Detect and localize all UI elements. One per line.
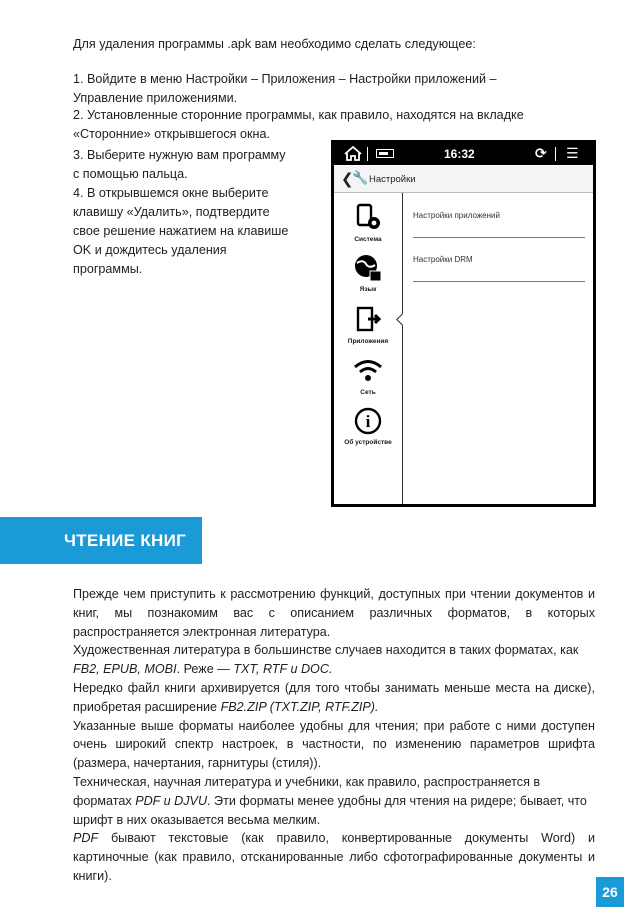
step-1-line-2: Управление приложениями. [73,91,238,105]
paragraph: Техническая, научная литература и учебники, как правило, распространяется в форматах PDF и DJVU. Эти форматы менее удобны для чтения на ридере; бывает, что шрифт в них оказывается весьма мелким. [73,774,587,827]
intro-text: Для удаления программы .apk вам необходимо сделать следующее: [73,37,476,51]
paragraph: Указанные выше форматы наиболее удобны для чтения; при работе с ними доступен очень широкий спектр настроек, в частности, по изменению параметров шрифта (размера, начертания, гарнитуры (стиля)). [73,718,595,771]
sidebar-item-about[interactable] [334,406,402,446]
paragraph: Нередко файл книги архивируется (для того чтобы занимать меньше места на диске), приобретая расширение FB2.ZIP (TXT.ZIP, RTF.ZIP). [73,680,595,714]
step-3-line-2: с помощью пальца. [73,167,188,181]
clock: 16:32 [444,147,475,161]
sidebar-label: Об устройстве [344,439,392,446]
sidebar-label: Приложения [347,338,389,345]
step-3-line-1: 3. Выберите нужную вам программу [73,148,286,162]
device-screenshot [331,140,596,507]
sidebar-label: Язык [359,286,377,293]
step-4-line-3: свое решение нажатием на клавише [73,224,289,238]
info-icon [351,406,385,436]
svg-text:i: i [365,412,371,431]
step-4-line-2: клавишу «Удалить», подтвердите [73,205,270,219]
step-2 [73,106,573,144]
step-4-line-4: OK и дождитесь удаления [73,243,227,257]
tools-icon: 🔧 [352,170,369,185]
refresh-icon[interactable]: ⟳ [535,145,547,161]
system-settings-icon [351,203,385,233]
battery-icon [376,149,394,158]
device-screen [334,143,593,504]
screen-title: Настройки [369,174,416,185]
home-icon[interactable] [344,146,362,164]
applications-icon [351,305,385,335]
language-globe-icon [351,253,385,283]
settings-sidebar [334,193,403,504]
sidebar-item-network[interactable] [334,356,402,396]
list-item-drm-settings[interactable]: Настройки DRM [413,253,585,282]
section-title: ЧТЕНИЕ КНИГ [64,531,187,550]
paragraph: Прежде чем приступить к рассмотрению функций, доступных при чтении документов и книг, мы познакомим вас с описанием различных форматов, в которых распространяется электронная литература. [73,587,595,639]
page-number: 26 [596,877,624,907]
step-1-line-1: 1. Войдите в меню Настройки – Приложения – Настройки приложений – [73,72,497,86]
sidebar-item-system[interactable] [334,203,402,243]
paragraph: PDF бывают текстовые (как правило, конвертированные документы Word) и картиночные (как правило, отсканированные либо сфотографированные документы и книги). [73,831,595,883]
step-1 [73,70,573,108]
step-4-line-5: программы. [73,262,143,276]
sidebar-label: Сеть [360,389,376,396]
sidebar-item-language[interactable] [334,253,402,293]
body-text [73,585,595,886]
section-banner [0,517,202,564]
title-bar [334,166,593,193]
paragraph: Художественная литература в большинстве случаев находится в таких форматах, как FB2, EPUB, MOBI. Реже — TXT, RTF и DOC. [73,643,579,677]
step-4-line-1: 4. В открывшемся окне выберите [73,186,269,200]
sidebar-item-applications[interactable] [334,305,402,345]
step-2-line-1: 2. Установленные сторонние программы, как правило, находятся на вкладке [73,108,524,122]
steps-3-4 [73,146,313,279]
wifi-icon [351,356,385,386]
status-divider [367,147,368,161]
step-2-line-2: «Сторонние» открывшегося окна. [73,127,270,141]
status-bar [334,143,593,165]
list-item-app-settings[interactable]: Настройки приложений [413,209,585,238]
sidebar-label: Система [354,236,382,243]
back-icon[interactable]: ❮ [341,171,354,188]
status-divider [555,147,556,161]
menu-icon[interactable]: ☰ [566,145,579,161]
